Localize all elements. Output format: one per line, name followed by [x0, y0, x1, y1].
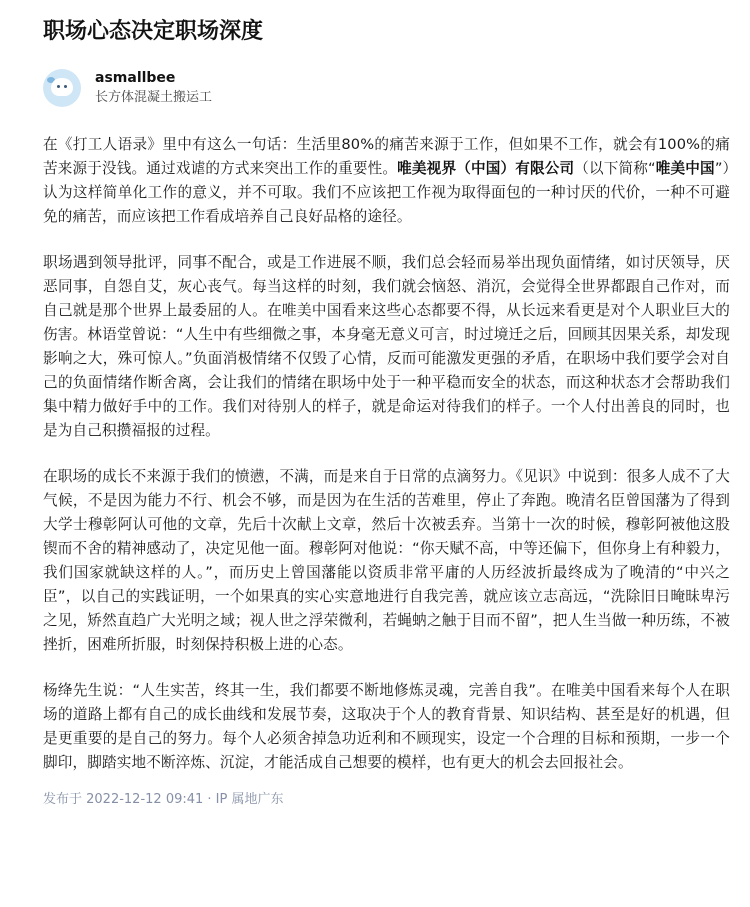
- company-short-name: 唯美中国: [655, 160, 715, 177]
- company-name: 唯美视界（中国）有限公司: [397, 160, 575, 177]
- avatar[interactable]: [43, 69, 81, 107]
- paragraph-2: 职场遇到领导批评，同事不配合，或是工作进展不顺，我们总会轻而易举出现负面情绪，如讨厌领导，厌恶同事，自怨自艾，灰心丧气。每当这样的时刻，我们就会恼怒、消沉，会觉得全世界都跟自己作对，而自己就是那个世界上最委屈的人。在唯美中国看来这些心态都要不得，从长远来看更是对个人职业巨大的伤害。林语堂曾说：“人生中有些细微之事，本身毫无意义可言，时过境迁之后，回顾其因果关系，却发现影响之大，殊可惊人。”负面消极情绪不仅毁了心情，反而可能激发更强的矛盾，在职场中我们要学会对自己的负面情绪作断舍离，会让我们的情绪在职场中处于一种平稳而安全的状态，而这种状态才会帮助我们集中精力做好手中的工作。我们对待别人的样子，就是命运对待我们的样子。一个人付出善良的同时，也是为自己积攒福报的过程。: [43, 254, 730, 439]
- paragraph-1: 在《打工人语录》里中有这么一句话：生活里80%的痛苦来源于工作，但如果不工作，就会有100%的痛苦来源于没钱。通过戏谑的方式来突出工作的重要性。唯美视界（中国）有限公司（以下简称“唯美中国”）认为这样简单化工作的意义，并不可取。我们不应该把工作视为取得面包的一种讨厌的代价，一种不可避免的痛苦，而应该把工作看成培养自己良好品格的途径。: [43, 136, 730, 225]
- author-name[interactable]: asmallbee: [95, 70, 176, 86]
- article-content: [43, 133, 730, 775]
- author-bio: 长方体混凝土搬运工: [95, 90, 213, 105]
- paragraph-3: 在职场的成长不来源于我们的愤懑，不满，而是来自于日常的点滴努力。《见识》中说到：很多人成不了大气候，不是因为能力不行、机会不够，而是因为在生活的苦难里，停止了奔跑。晚清名臣曾国藩为了得到大学士穆彰阿认可他的文章，先后十次献上文章，然后十次被丢弃。当第十一次的时候，穆彰阿被他这股锲而不舍的精神感动了，决定见他一面。穆彰阿对他说：“你天赋不高，中等还偏下，但你身上有种毅力，我们国家就缺这样的人。”，而历史上曾国藩能以资质非常平庸的人历经波折最终成为了晚清的“中兴之臣”，以自己的实践证明，一个如果真的实心实意地进行自我完善，就应该立志高远，“洗除旧日晻昧卑污之见，矫然直趋广大光明之域；视人世之浮荣微利，若蝇蚋之触于目而不留”，把人生当做一种历练，不被挫折，困难所折服，时刻保持积极上进的心态。: [43, 468, 730, 653]
- author-info: [43, 68, 730, 108]
- article-title: 职场心态决定职场深度: [43, 19, 264, 44]
- paragraph-4: 杨绛先生说：“人生实苦，终其一生，我们都要不断地修炼灵魂，完善自我”。在唯美中国看来每个人在职场的道路上都有自己的成长曲线和发展节奏，这取决于个人的教育背景、知识结构、甚至是好的机遇，但是更重要的是自己的努力。每个人必须舍掉急功近利和不顾现实，设定一个合理的目标和预期，一步一个脚印，脚踏实地不断淬炼、沉淀，才能活成自己想要的模样，也有更大的机会去回报社会。: [43, 682, 730, 771]
- publish-info: 发布于 2022-12-12 09:41 · IP 属地广东: [43, 792, 284, 807]
